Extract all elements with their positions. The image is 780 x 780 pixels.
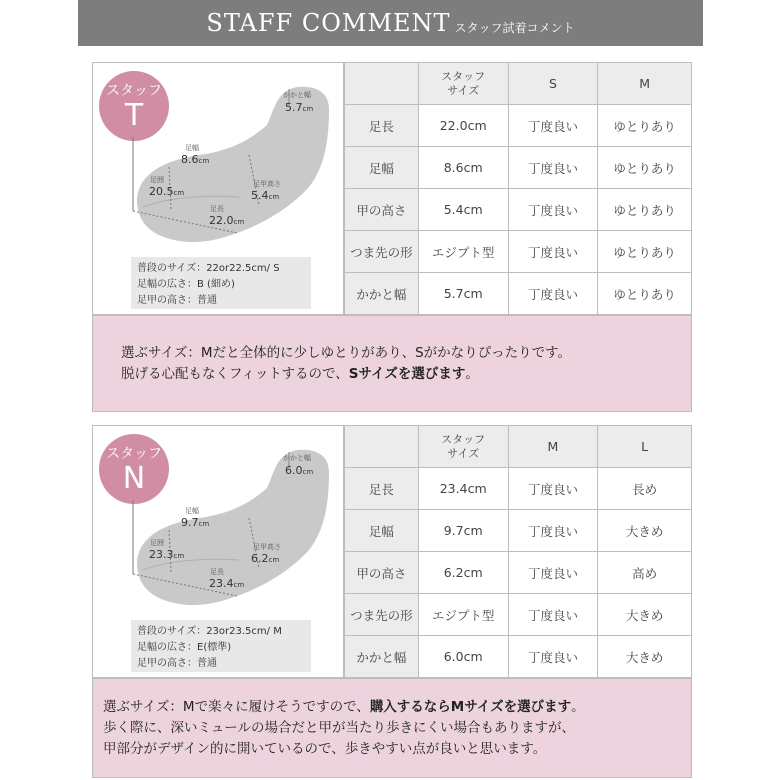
header-staff-size: スタッフ サイズ xyxy=(418,63,508,105)
table-corner xyxy=(345,63,419,105)
profile-usual-size: 普段のサイズ：23or23.5cm/ M xyxy=(137,626,282,637)
cell-staff: 5.7cm xyxy=(418,273,508,315)
header-size-l: L xyxy=(598,426,692,468)
cell-staff: エジプト型 xyxy=(418,594,508,636)
foot-panel xyxy=(92,62,344,315)
cell-size2: ゆとりあり xyxy=(598,273,692,315)
cell-size2: ゆとりあり xyxy=(598,189,692,231)
width-label: 足幅 xyxy=(185,144,199,152)
table-row xyxy=(345,552,692,594)
profile-width: 足幅の広さ：E(標準) xyxy=(137,642,232,653)
instep-label: 足甲高さ xyxy=(253,543,281,551)
table-row xyxy=(345,189,692,231)
cell-staff: 22.0cm xyxy=(418,105,508,147)
staff-profile xyxy=(131,620,311,672)
profile-instep: 足甲の高さ：普通 xyxy=(137,295,217,306)
width-value: 8.6cm xyxy=(181,153,210,166)
cell-size2: ゆとりあり xyxy=(598,231,692,273)
foot-panel xyxy=(92,425,344,678)
staff-comment xyxy=(92,678,692,778)
heel-value: 6.0cm xyxy=(285,464,314,477)
instep-value: 6.2cm xyxy=(251,552,280,565)
cell-staff: エジプト型 xyxy=(418,231,508,273)
badge-letter: N xyxy=(122,461,146,496)
comment-line-2: 脱げる心配もなくフィットするので、Sサイズを選びます。 xyxy=(121,365,479,382)
cell-size2: 大きめ xyxy=(598,594,692,636)
cell-size2: ゆとりあり xyxy=(598,147,692,189)
staff-profile xyxy=(131,257,311,309)
header-size-s: S xyxy=(508,63,598,105)
row-label: つま先の形 xyxy=(345,594,419,636)
table-row xyxy=(345,231,692,273)
width-value: 9.7cm xyxy=(181,516,210,529)
cell-size1: 丁度良い xyxy=(508,552,598,594)
row-label: 足幅 xyxy=(345,147,419,189)
circumference-value: 20.5cm xyxy=(149,185,185,198)
table-row xyxy=(345,468,692,510)
cell-staff: 6.0cm xyxy=(418,636,508,678)
cell-size2: 大きめ xyxy=(598,510,692,552)
length-value: 23.4cm xyxy=(209,577,245,590)
table-corner xyxy=(345,426,419,468)
profile-instep: 足甲の高さ：普通 xyxy=(137,658,217,669)
row-label: 足長 xyxy=(345,105,419,147)
circumference-label: 足囲 xyxy=(150,176,164,184)
header-title-en: STAFF COMMENT xyxy=(206,9,451,37)
badge-letter: T xyxy=(124,98,144,133)
header-size-m: M xyxy=(598,63,692,105)
instep-label: 足甲高さ xyxy=(253,180,281,188)
size-table xyxy=(344,62,692,315)
cell-size2: ゆとりあり xyxy=(598,105,692,147)
circumference-value: 23.3cm xyxy=(149,548,185,561)
length-value: 22.0cm xyxy=(209,214,245,227)
table-header-row xyxy=(345,426,692,468)
table-row xyxy=(345,636,692,678)
cell-staff: 9.7cm xyxy=(418,510,508,552)
header-size-m: M xyxy=(508,426,598,468)
cell-size1: 丁度良い xyxy=(508,468,598,510)
heel-value: 5.7cm xyxy=(285,101,314,114)
cell-size1: 丁度良い xyxy=(508,105,598,147)
comment-line-3: 甲部分がデザイン的に開いているので、歩きやすい点が良いと思います。 xyxy=(103,740,547,757)
cell-size2: 大きめ xyxy=(598,636,692,678)
staff-n-section xyxy=(92,425,692,778)
cell-size2: 高め xyxy=(598,552,692,594)
cell-size1: 丁度良い xyxy=(508,594,598,636)
length-label: 足長 xyxy=(210,568,224,576)
comment-line-1: 選ぶサイズ：Mだと全体的に少しゆとりがあり、Sがかなりぴったりです。 xyxy=(121,344,572,361)
profile-usual-size: 普段のサイズ：22or22.5cm/ S xyxy=(137,263,280,274)
table-header-row xyxy=(345,63,692,105)
cell-size2: 長め xyxy=(598,468,692,510)
size-table xyxy=(344,425,692,678)
header-title-jp: スタッフ試着コメント xyxy=(454,20,575,35)
table-row xyxy=(345,594,692,636)
page-header xyxy=(78,0,703,46)
staff-comment xyxy=(92,315,692,412)
staff-t-section xyxy=(92,62,692,412)
header-staff-size: スタッフ サイズ xyxy=(418,426,508,468)
cell-size1: 丁度良い xyxy=(508,147,598,189)
comment-line-1: 選ぶサイズ：Mで楽々に履けそうですので、購入するならMサイズを選びます。 xyxy=(103,698,585,715)
row-label: 甲の高さ xyxy=(345,189,419,231)
instep-value: 5.4cm xyxy=(251,189,280,202)
heel-label: かかと幅 xyxy=(283,454,311,462)
row-label: つま先の形 xyxy=(345,231,419,273)
row-label: 足長 xyxy=(345,468,419,510)
heel-label: かかと幅 xyxy=(283,91,311,99)
row-label: かかと幅 xyxy=(345,273,419,315)
cell-staff: 5.4cm xyxy=(418,189,508,231)
width-label: 足幅 xyxy=(185,507,199,515)
comment-line-2: 歩く際に、深いミュールの場合だと甲が当たり歩きにくい場合もありますが、 xyxy=(103,719,575,736)
circumference-label: 足囲 xyxy=(150,539,164,547)
table-row xyxy=(345,510,692,552)
row-label: かかと幅 xyxy=(345,636,419,678)
row-label: 甲の高さ xyxy=(345,552,419,594)
cell-size1: 丁度良い xyxy=(508,273,598,315)
cell-size1: 丁度良い xyxy=(508,510,598,552)
cell-staff: 6.2cm xyxy=(418,552,508,594)
length-label: 足長 xyxy=(210,205,224,213)
cell-staff: 8.6cm xyxy=(418,147,508,189)
cell-size1: 丁度良い xyxy=(508,636,598,678)
table-row xyxy=(345,147,692,189)
profile-width: 足幅の広さ：B (細め) xyxy=(137,279,235,290)
badge-label: スタッフ xyxy=(106,83,162,99)
table-row xyxy=(345,273,692,315)
cell-staff: 23.4cm xyxy=(418,468,508,510)
badge-label: スタッフ xyxy=(106,446,162,462)
cell-size1: 丁度良い xyxy=(508,189,598,231)
cell-size1: 丁度良い xyxy=(508,231,598,273)
row-label: 足幅 xyxy=(345,510,419,552)
table-row xyxy=(345,105,692,147)
